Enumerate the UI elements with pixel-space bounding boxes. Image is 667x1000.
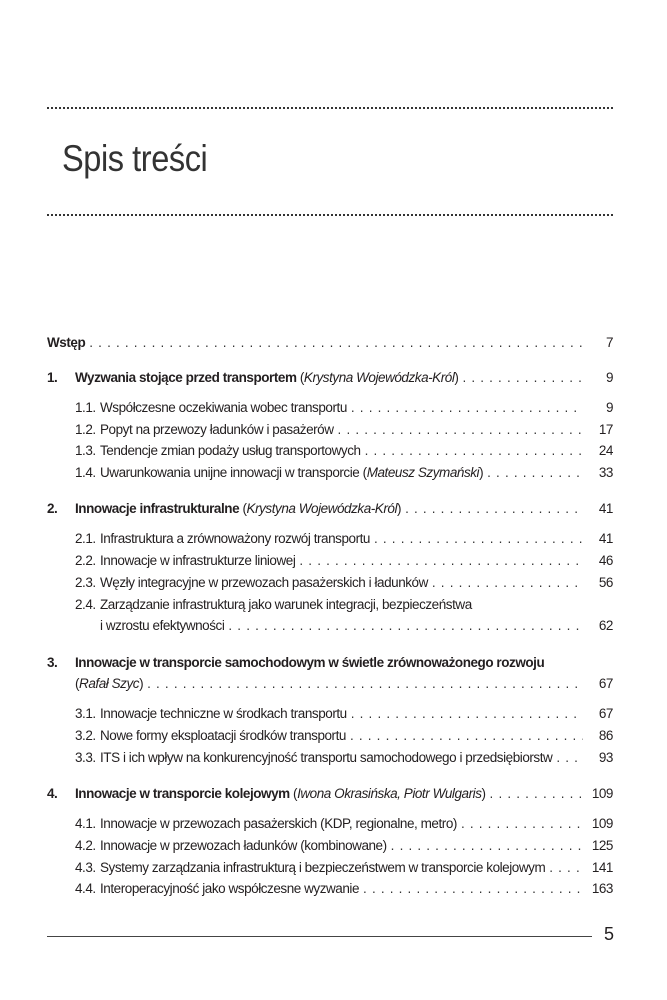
chapter-title: Innowacje w transporcie kolejowym [75,786,290,801]
section-number: 2.1. [75,531,96,546]
page-number: 17 [598,422,613,437]
toc-section[interactable] [75,815,613,832]
leader-dots [556,749,583,766]
footer-rule [47,936,592,937]
page-number: 141 [591,860,613,875]
toc-chapter-4[interactable]: 4. Innowacje w transporcie kolejowym ( Iwona Okrasińska, Piotr Wulgaris ) . . . 109 [47,785,613,802]
section-title: Tendencje zmian podaży usług transportowych [100,443,361,458]
entry-title: Wstęp [47,335,86,350]
page-number: 163 [591,881,613,896]
page-number: 24 [598,443,613,458]
leader-dots [299,552,583,569]
section-number: 2.4. [75,597,96,612]
leader-dots [338,421,583,438]
toc-chapter-3-continuation[interactable]: ( Rafał Szyc ) . . . 67 [75,675,613,692]
leader-dots [432,574,583,591]
leader-dots [461,815,583,832]
folio-page-number: 5 [603,924,614,944]
page-number: 41 [598,501,613,516]
section-author: Mateusz Szymański [366,465,480,480]
section-number: 1.4. [75,465,96,480]
page-number: 67 [598,706,613,721]
chapter-author: Krystyna Wojewódzka-Król [246,501,398,516]
section-number: 3.2. [75,728,96,743]
section-title: Innowacje w przewozach pasażerskich (KDP, regionalne, metro) [100,816,457,831]
chapter-title: Innowacje infrastrukturalne [75,501,240,516]
leader-dots [89,334,583,351]
page-number: 46 [598,553,613,568]
section-number: 3.3. [75,750,96,765]
toc-section[interactable] [75,727,613,744]
section-number: 1.1. [75,400,96,415]
page-number: 109 [591,786,613,801]
toc-section[interactable] [75,399,613,416]
page-number: 9 [605,370,613,385]
section-title-continued: i wzrostu efektywności [100,618,225,633]
chapter-number: 4. [47,786,58,801]
page-number: 33 [598,465,613,480]
toc-section[interactable] [75,749,613,766]
section-title: Infrastruktura a zrównoważony rozwój transportu [100,531,370,546]
toc-section[interactable] [75,574,613,591]
leader-dots [147,675,583,692]
toc-chapter-2[interactable]: 2. Innowacje infrastrukturalne ( Krystyna Wojewódzka-Król ) . . . 41 [47,500,613,517]
leader-dots [490,785,583,802]
page-number: 56 [598,575,613,590]
section-title: Popyt na przewozy ładunków i pasażerów [100,422,334,437]
page-number: 62 [598,618,613,633]
leader-dots [374,530,583,547]
bottom-dotted-rule [47,214,613,216]
page-number: 86 [598,728,613,743]
toc-chapter-3[interactable] [47,654,613,671]
toc-section[interactable] [75,442,613,459]
toc-section[interactable] [75,530,613,547]
section-title: ITS i ich wpływ na konkurencyjność transportu samochodowego i przedsiębiorstw [100,750,553,765]
toc-section-continuation[interactable] [100,617,613,634]
leader-dots [487,464,583,481]
section-number: 4.1. [75,816,96,831]
page-number: 41 [598,531,613,546]
toc-section[interactable] [75,552,613,569]
page-number: 9 [605,400,613,415]
toc-section[interactable] [75,859,613,876]
leader-dots [350,727,583,744]
leader-dots [462,369,583,386]
toc-section[interactable] [75,880,613,897]
section-number: 4.2. [75,838,96,853]
chapter-number: 2. [47,501,58,516]
section-number: 3.1. [75,706,96,721]
leader-dots [351,399,583,416]
section-title: Nowe formy eksploatacji środków transportu [100,728,346,743]
toc-section[interactable] [75,596,613,613]
section-title: Węzły integracyjne w przewozach pasażerskich i ładunków [100,575,428,590]
toc-section[interactable] [75,837,613,854]
leader-dots [365,442,583,459]
page-title: Spis treści [62,138,208,179]
chapter-number: 3. [47,655,58,670]
section-title: Innowacje w infrastrukturze liniowej [100,553,296,568]
leader-dots [405,500,583,517]
section-title: Współczesne oczekiwania wobec transportu [100,400,347,415]
section-title: Interoperacyjność jako współczesne wyzwanie [100,881,360,896]
section-title: Innowacje techniczne w środkach transportu [100,706,347,721]
section-title: Innowacje w przewozach ładunków (kombinowane) [100,838,387,853]
section-number: 4.4. [75,881,96,896]
section-number: 1.3. [75,443,96,458]
leader-dots [549,859,583,876]
chapter-author: Rafał Szyc [79,676,140,691]
leader-dots [228,617,583,634]
section-number: 2.3. [75,575,96,590]
section-title: Zarządzanie infrastrukturą jako warunek integracji, bezpieczeństwa [100,597,472,612]
leader-dots [351,705,583,722]
toc-chapter-1[interactable]: 1. Wyzwania stojące przed transportem ( Krystyna Wojewódzka-Król ) . . . 9 [47,369,613,386]
chapter-author: Iwona Okrasińska, Piotr Wulgaris [297,786,482,801]
chapter-author: Krystyna Wojewódzka-Król [303,370,455,385]
leader-dots [363,880,583,897]
section-number: 2.2. [75,553,96,568]
section-number: 4.3. [75,860,96,875]
chapter-title: Innowacje w transporcie samochodowym w świetle zrównoważonego rozwoju [75,655,545,670]
page-number: 109 [591,816,613,831]
section-title: Systemy zarządzania infrastrukturą i bezpieczeństwem w transporcie kolejowym [100,860,546,875]
chapter-title: Wyzwania stojące przed transportem [75,370,297,385]
top-dotted-rule [47,107,613,109]
page-number: 125 [591,838,613,853]
section-title: Uwarunkowania unijne innowacji w transporcie [100,465,360,480]
page-number: 93 [598,750,613,765]
toc-section[interactable] [75,421,613,438]
toc-entry-intro[interactable] [47,334,613,351]
toc-section[interactable] [75,705,613,722]
leader-dots [391,837,583,854]
section-number: 1.2. [75,422,96,437]
page-number: 7 [605,335,613,350]
page-number: 67 [598,676,613,691]
chapter-number: 1. [47,370,58,385]
toc-section[interactable]: 1.4. Uwarunkowania unijne innowacji w transporcie ( Mateusz Szymański ) . . . 33 [75,464,613,481]
